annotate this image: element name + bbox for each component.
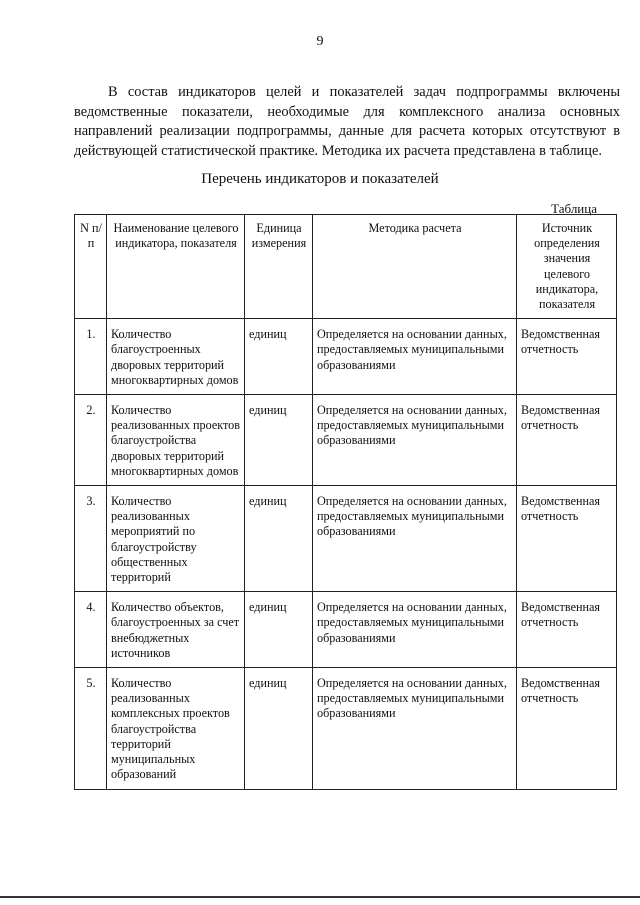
intro-paragraph: В состав индикаторов целей и показателей задач подпрограммы включены ведомственные показатели, необходимые для комплексного анализа основных направлений реализации подпрограммы, данные для расчета которых отсутствуют в действующей статистической практике. Методика их расчета представлена в таблице. [74, 84, 620, 159]
row-number: 1. [75, 319, 107, 395]
row-unit: единиц [245, 395, 313, 486]
row-method: Определяется на основании данных, предоставляемых муниципальными образованиями [313, 668, 517, 789]
row-source: Ведомственная отчетность [517, 395, 617, 486]
row-unit: единиц [245, 319, 313, 395]
row-unit: единиц [245, 592, 313, 668]
header-unit: Единица измерения [245, 215, 313, 319]
table-header-row [75, 215, 617, 319]
page-number: 9 [316, 34, 324, 49]
row-number: 5. [75, 668, 107, 789]
row-method: Определяется на основании данных, предоставляемых муниципальными образованиями [313, 486, 517, 592]
row-indicator-name: Количество реализованных мероприятий по благоустройству общественных территорий [107, 486, 245, 592]
row-indicator-name: Количество реализованных проектов благоустройства дворовых территорий многоквартирных домов [107, 395, 245, 486]
row-method: Определяется на основании данных, предоставляемых муниципальными образованиями [313, 319, 517, 395]
row-indicator-name: Количество благоустроенных дворовых территорий многоквартирных домов [107, 319, 245, 395]
table-caption: Таблица [551, 201, 597, 216]
row-number: 3. [75, 486, 107, 592]
table-row [75, 592, 617, 668]
header-number: N п/п [75, 215, 107, 319]
table-row [75, 668, 617, 789]
row-method: Определяется на основании данных, предоставляемых муниципальными образованиями [313, 592, 517, 668]
list-title: Перечень индикаторов и показателей [201, 171, 439, 187]
table-row [75, 395, 617, 486]
row-indicator-name: Количество объектов, благоустроенных за счет внебюджетных источников [107, 592, 245, 668]
row-indicator-name: Количество реализованных комплексных проектов благоустройства территорий муниципальных образований [107, 668, 245, 789]
bottom-rule [0, 896, 640, 898]
header-indicator-name: Наименование целевого индикатора, показателя [107, 215, 245, 319]
row-unit: единиц [245, 668, 313, 789]
row-method: Определяется на основании данных, предоставляемых муниципальными образованиями [313, 395, 517, 486]
row-source: Ведомственная отчетность [517, 592, 617, 668]
row-number: 2. [75, 395, 107, 486]
row-number: 4. [75, 592, 107, 668]
table-row [75, 319, 617, 395]
row-source: Ведомственная отчетность [517, 668, 617, 789]
indicators-table [74, 214, 617, 790]
header-method: Методика расчета [313, 215, 517, 319]
row-source: Ведомственная отчетность [517, 319, 617, 395]
row-source: Ведомственная отчетность [517, 486, 617, 592]
row-unit: единиц [245, 486, 313, 592]
header-source: Источник определения значения целевого индикатора, показателя [517, 215, 617, 319]
table-row [75, 486, 617, 592]
